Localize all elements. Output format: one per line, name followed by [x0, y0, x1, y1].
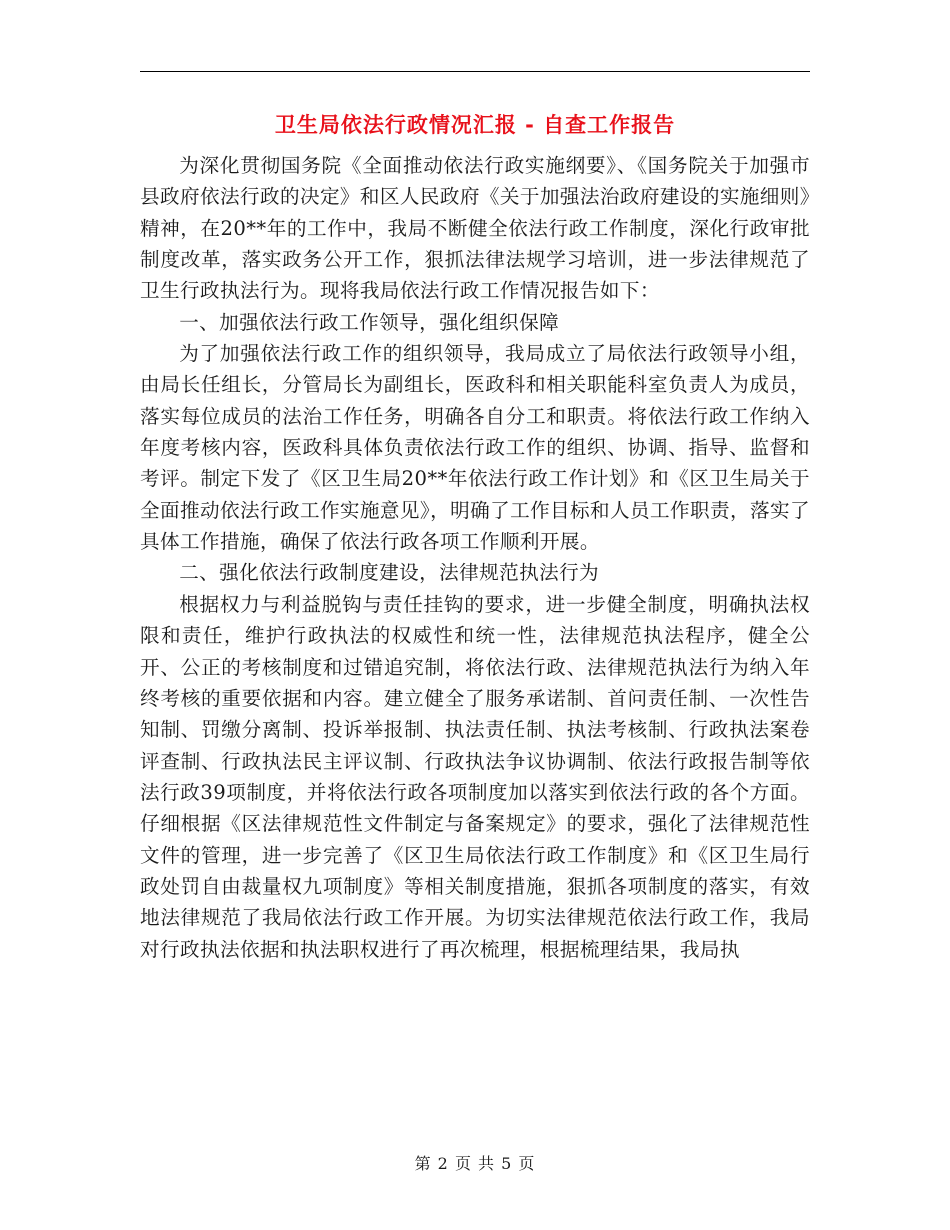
- paragraph-section-2: 根据权力与利益脱钩与责任挂钩的要求，进一步健全制度，明确执法权限和责任，维护行政执法的权威性和统一性，法律规范执法程序，健全公开、公正的考核制度和过错追究制，将依法行政、法律规范执法行为纳入年终考核的重要依据和内容。建立健全了服务承诺制、首问责任制、一次性告知制、罚缴分离制、投诉举报制、执法责任制、执法考核制、行政执法案卷评查制、行政执法民主评议制、行政执法争议协调制、依法行政报告制等依法行政39项制度，并将依法行政各项制度加以落实到依法行政的各个方面。仔细根据《区法律规范性文件制定与备案规定》的要求，强化了法律规范性文件的管理，进一步完善了《区卫生局依法行政工作制度》和《区卫生局行政处罚自由裁量权九项制度》等相关制度措施，狠抓各项制度的落实，有效地法律规范了我局依法行政工作开展。为切实法律规范依法行政工作，我局对行政执法依据和执法职权进行了再次梳理，根据梳理结果，我局执: [140, 592, 810, 961]
- section-heading-2: 二、强化依法行政制度建设，法律规范执法行为: [179, 561, 600, 585]
- paragraph-section-1: 为了加强依法行政工作的组织领导，我局成立了局依法行政领导小组，由局长任组长，分管局长为副组长，医政科和相关职能科室负责人为成员，落实每位成员的法治工作任务，明确各自分工和职责。将依法行政工作纳入年度考核内容，医政科具体负责依法行政工作的组织、协调、指导、监督和考评。制定下发了《区卫生局20**年依法行政工作计划》和《区卫生局关于全面推动依法行政工作实施意见》，明确了工作目标和人员工作职责，落实了具体工作措施，确保了依法行政各项工作顺利开展。: [140, 342, 810, 554]
- section-heading-1: 一、加强依法行政工作领导，强化组织保障: [179, 310, 560, 334]
- header-rule: [140, 71, 810, 72]
- document-body: [140, 150, 810, 965]
- paragraph-intro: 为深化贯彻国务院《全面推动依法行政实施纲要》、《国务院关于加强市县政府依法行政的决定》和区人民政府《关于加强法治政府建设的实施细则》精神，在20**年的工作中，我局不断健全依法行政工作制度，深化行政审批制度改革，落实政务公开工作，狠抓法律法规学习培训，进一步法律规范了卫生行政执法行为。现将我局依法行政工作情况报告如下：: [140, 154, 810, 303]
- page-footer: [140, 1152, 810, 1176]
- page-number-label: 第 2 页 共 5 页: [414, 1154, 536, 1173]
- document-title: 卫生局依法行政情况汇报 - 自查工作报告: [274, 113, 676, 137]
